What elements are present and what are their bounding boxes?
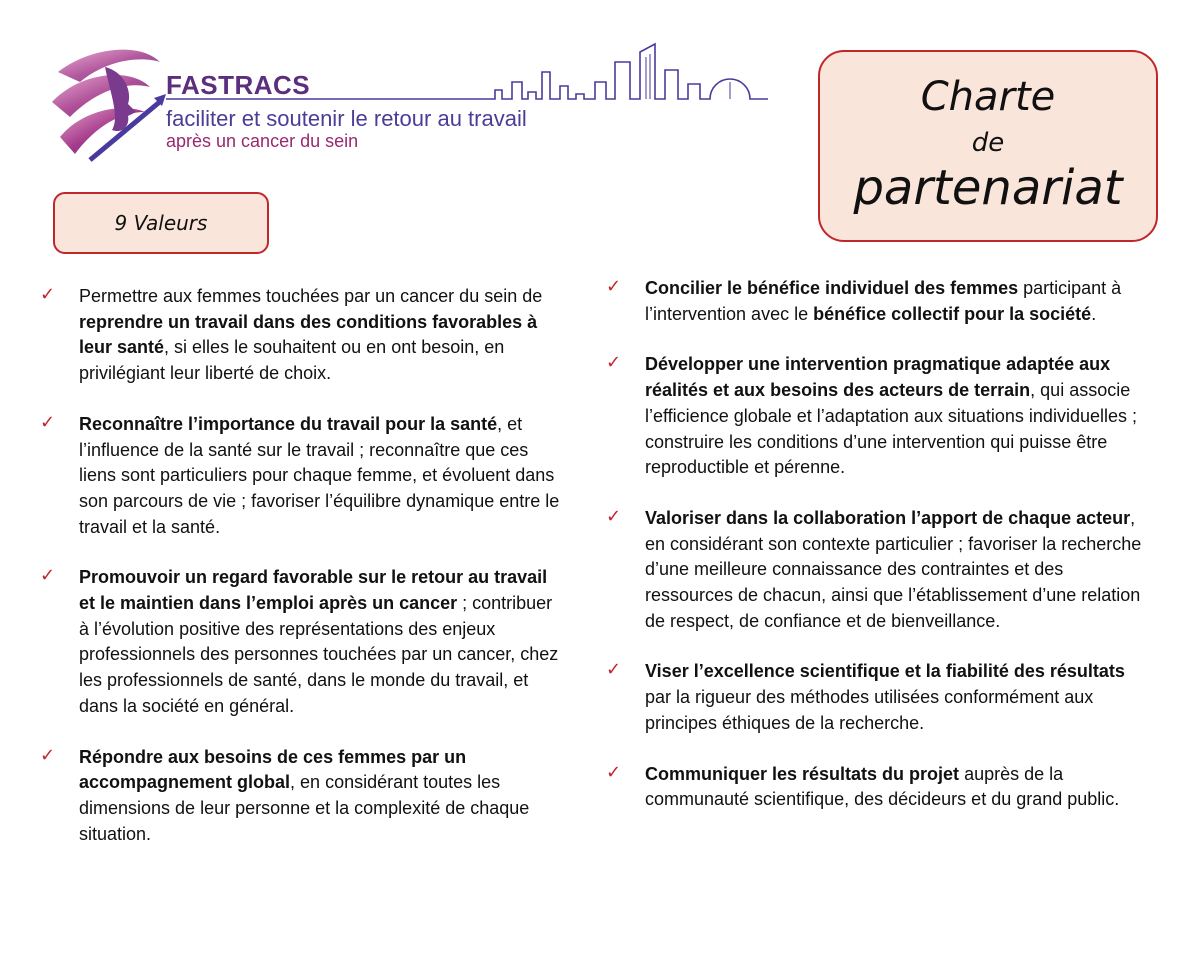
values-label-box: 9 Valeurs bbox=[53, 192, 269, 254]
list-item: ✓ Reconnaître l’importance du travail pour la santé, et l’influence de la santé sur le travail ; reconnaître que ces liens sont particuliers pour chaque femme, et évoluent dans son parcours de vie ; favoriser l’équilibre dynamique entre le travail et la santé. bbox=[40, 411, 560, 537]
title-line-1: Charte bbox=[920, 74, 1056, 120]
checkmark-icon: ✓ bbox=[40, 565, 56, 586]
checkmark-icon: ✓ bbox=[606, 761, 622, 782]
checkmark-icon: ✓ bbox=[606, 505, 622, 526]
list-item: ✓ Répondre aux besoins de ces femmes par un accompagnement global, en considérant toutes les dimensions de leur personne et la complexité de chaque situation. bbox=[40, 744, 530, 844]
logo-tagline: faciliter et soutenir le retour au travail bbox=[166, 106, 527, 131]
list-item: ✓ Concilier le bénéfice individuel des femmes participant à l’intervention avec le bénéfice collectif pour la société. bbox=[606, 276, 1122, 324]
list-item: ✓ Développer une intervention pragmatique adaptée aux réalités et aux besoins des acteurs de terrain, qui associe l’efficience globale et l’adaptation aux situations individuelles ; construire les conditions d’une intervention qui puisse être reproductible et pérenne. bbox=[606, 352, 1137, 478]
list-item: ✓ Valoriser dans la collaboration l’apport de chaque acteur, en considérant son contexte particulier ; favoriser la recherche d’une meilleure connaissance des contraintes et des ressources de chacun, ainsi que l’établissement d’une relation de respect, de confiance et de bienveillance. bbox=[606, 505, 1142, 631]
checkmark-icon: ✓ bbox=[40, 411, 56, 432]
list-item: ✓ Communiquer les résultats du projet auprès de la communauté scientifique, des décideurs et du grand public. bbox=[606, 761, 1120, 810]
checkmark-icon: ✓ bbox=[606, 352, 622, 373]
values-list-right bbox=[606, 276, 1146, 813]
values-list-left bbox=[40, 284, 560, 847]
checkmark-icon: ✓ bbox=[606, 276, 622, 296]
checkmark-icon: ✓ bbox=[606, 659, 622, 680]
logo-subtagline: après un cancer du sein bbox=[166, 131, 359, 151]
list-item: ✓ Permettre aux femmes touchées par un cancer du sein de reprendre un travail dans des conditions favorables à leur santé, si elles le souhaitent ou en ont besoin, en privilégiant leur liberté de choix. bbox=[40, 284, 543, 384]
title-line-2: de bbox=[971, 128, 1005, 158]
title-box bbox=[818, 50, 1158, 242]
checkmark-icon: ✓ bbox=[40, 744, 56, 765]
logo-name: FASTRACS bbox=[166, 70, 311, 100]
checkmark-icon: ✓ bbox=[40, 284, 56, 304]
list-item: ✓ Viser l’excellence scientifique et la fiabilité des résultats par la rigueur des méthodes utilisées conformément aux principes éthiques de la recherche. bbox=[606, 659, 1125, 733]
title-line-3: partenariat bbox=[853, 160, 1123, 216]
list-item: ✓ Promouvoir un regard favorable sur le retour au travail et le maintien dans l’emploi après un cancer ; contribuer à l’évolution positive des représentations des enjeux professionnels des personnes touchées par un cancer, chez les professionnels de santé, dans le monde du travail, et dans la société en général. bbox=[40, 565, 559, 716]
